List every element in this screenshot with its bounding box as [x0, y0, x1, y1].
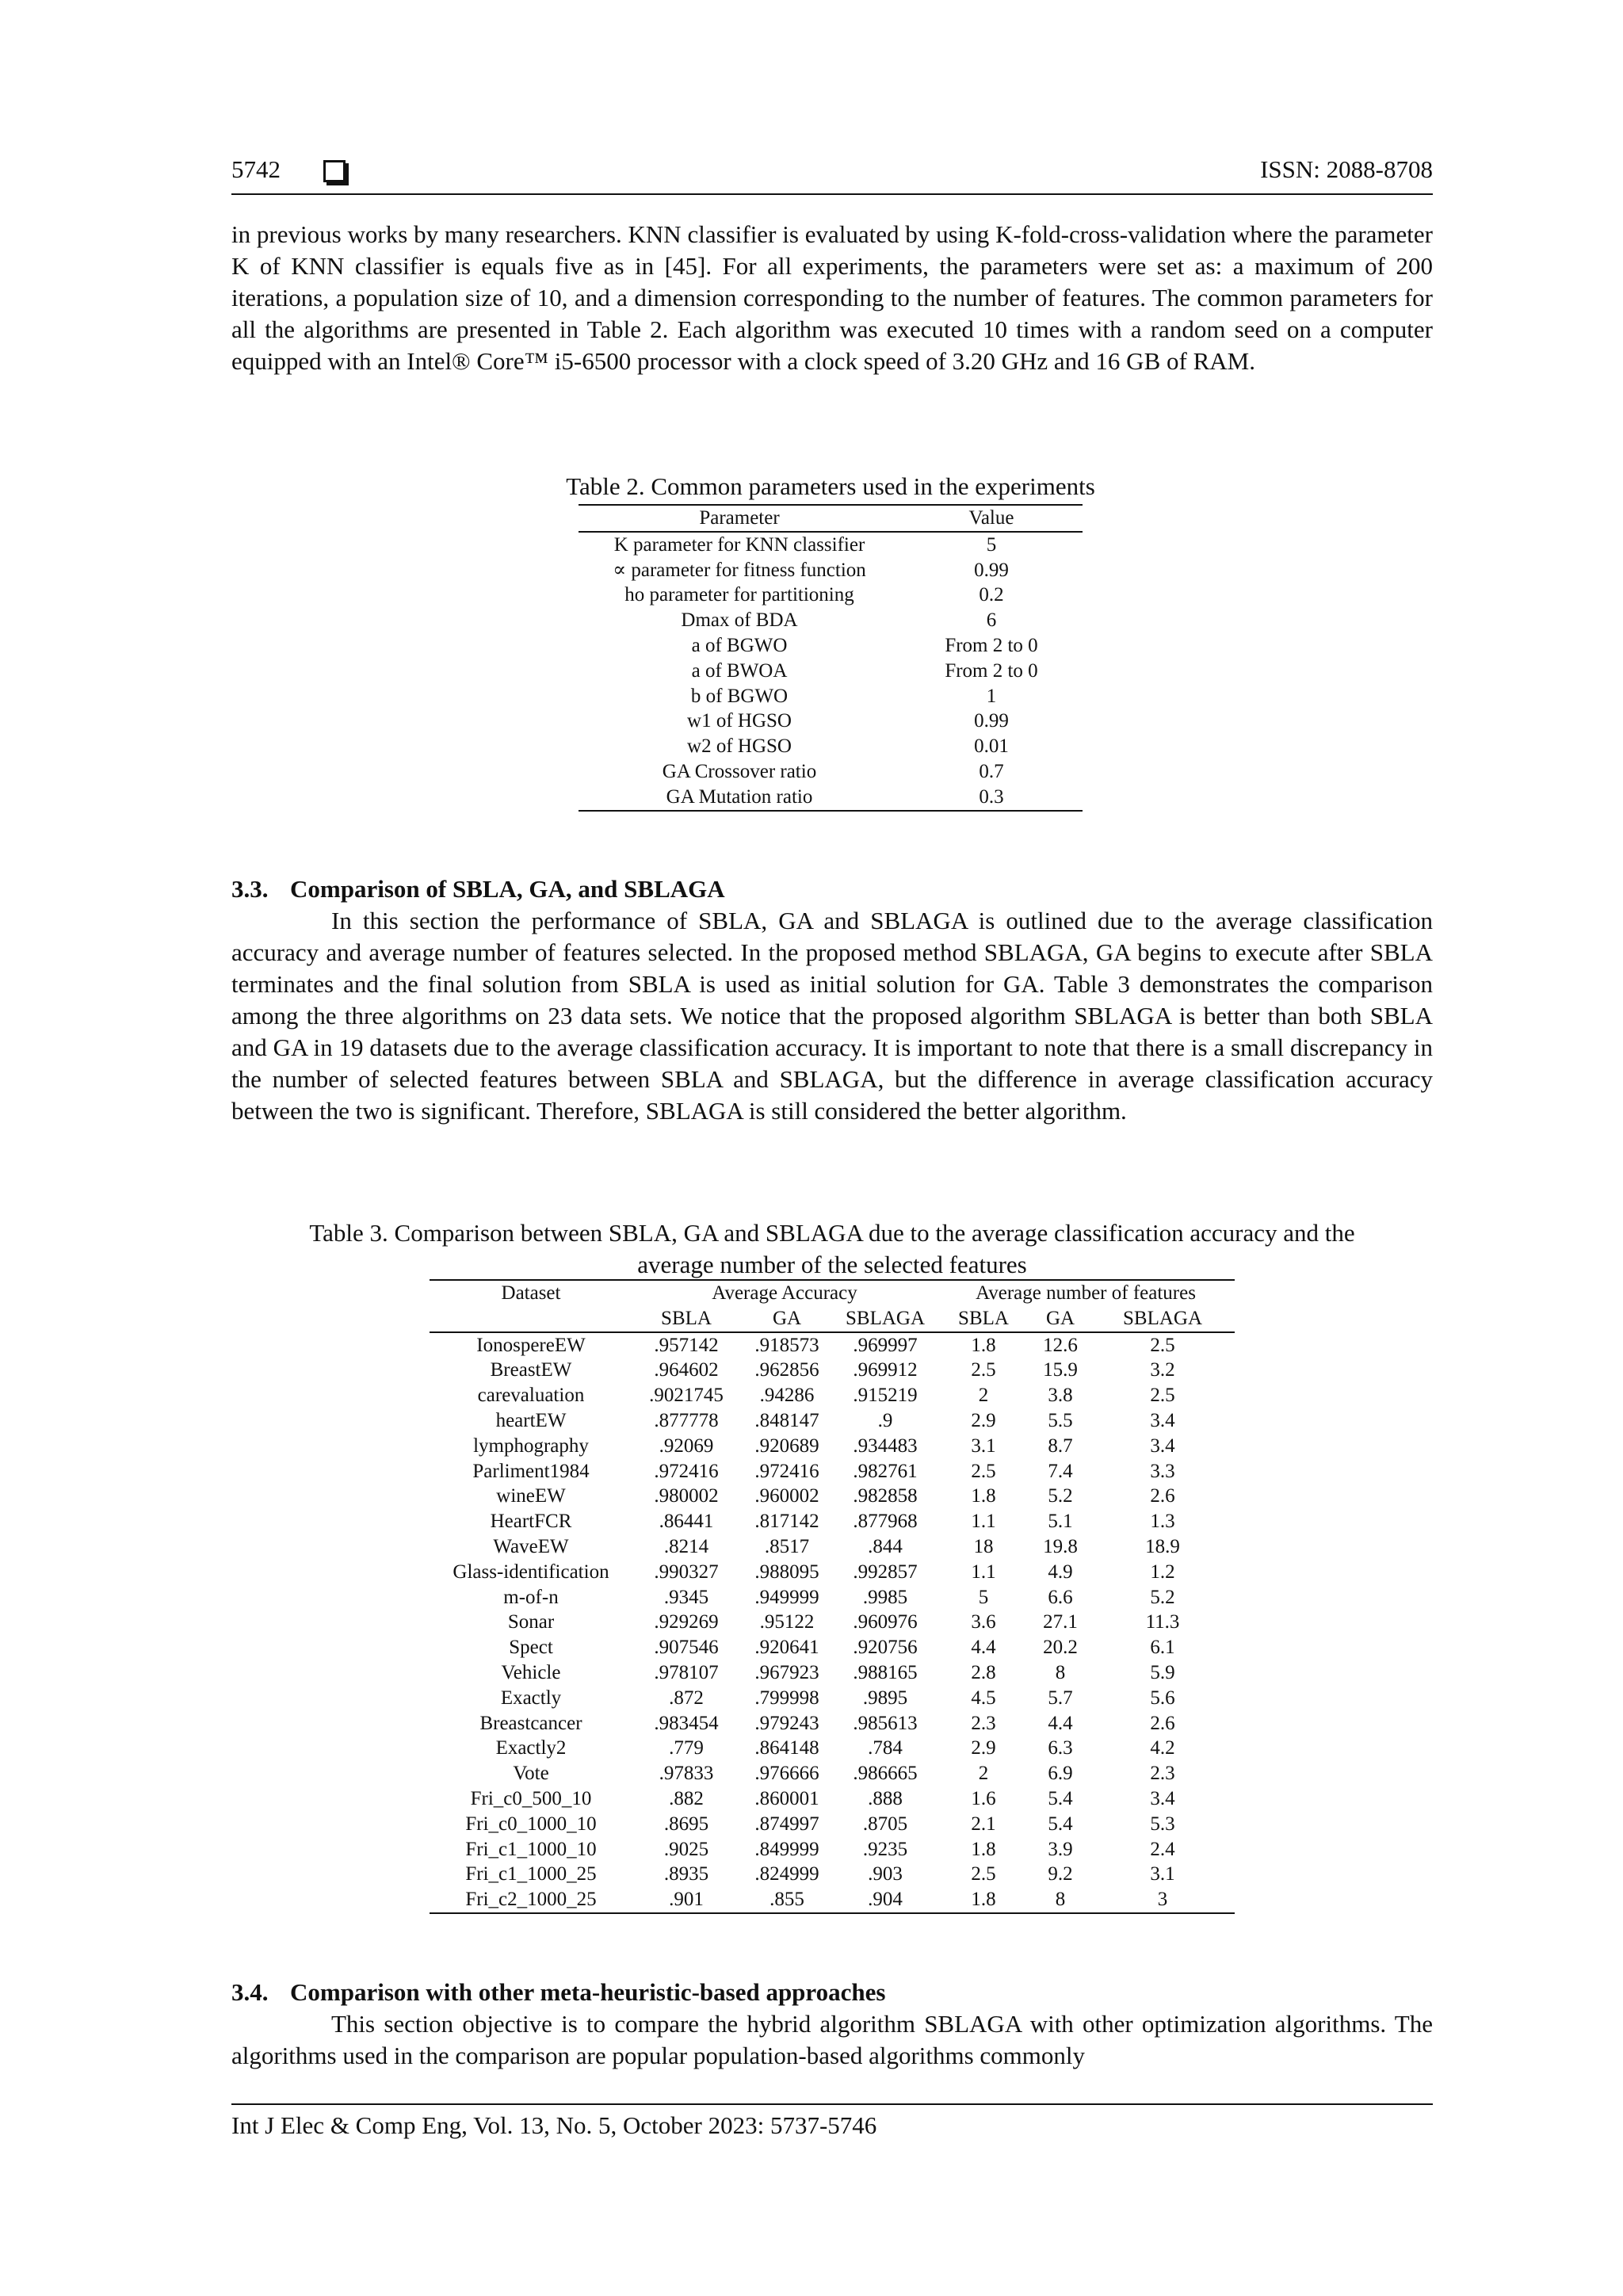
value-cell: 0.3 — [979, 785, 1004, 808]
section-number: 3.3. — [231, 875, 269, 903]
feat-ga-cell: 5.2 — [1048, 1485, 1073, 1507]
parameter-cell: Dmax of BDA — [681, 609, 798, 632]
acc-sblaga-cell: .992857 — [853, 1561, 918, 1583]
table-row — [430, 1786, 1235, 1812]
table3-header-features: Average number of features — [976, 1282, 1196, 1304]
acc-ga-cell: .918573 — [754, 1334, 819, 1356]
acc-ga-cell: .874997 — [754, 1813, 819, 1835]
acc-sbla-cell: .957142 — [654, 1334, 719, 1356]
dataset-cell: Glass-identification — [453, 1561, 609, 1583]
dataset-cell: m-of-n — [503, 1586, 559, 1608]
acc-ga-cell: .94286 — [759, 1385, 815, 1407]
value-cell: From 2 to 0 — [945, 659, 1038, 682]
feat-ga-cell: 5.1 — [1048, 1511, 1073, 1533]
acc-ga-cell: .976666 — [754, 1763, 819, 1785]
table2-header-row — [579, 505, 1083, 532]
section-3-4-body: This section objective is to compare the hybrid algorithm SBLAGA with other optimization algorithms. The algorithms used in the comparison are popular population-based algorithms commonly — [231, 2010, 1433, 2069]
section-3-3-body: In this section the performance of SBLA, GA and SBLAGA is outlined due to the average classification accuracy and average number of features selected. In the proposed method SBLAGA, GA begins to execute after SBLA terminates and the final solution from SBLA is used as initial solution for GA. Table 3 demonstrates the comparison among the three algorithms on 23 data sets. We notice that the proposed algorithm SBLAGA is better than both SBLA and GA in 19 datasets due to the average classification accuracy. It is important to note that there is a small discrepancy in the number of selected features between SBLA and SBLAGA, but the difference in average classification accuracy between the two is significant. Therefore, SBLAGA is still considered the better algorithm. — [231, 907, 1433, 1125]
acc-sbla-cell: .8695 — [663, 1813, 709, 1835]
acc-ga-cell: .864148 — [754, 1737, 819, 1759]
acc-sblaga-cell: .982761 — [853, 1460, 918, 1482]
dataset-cell: Breastcancer — [479, 1712, 582, 1734]
acc-ga-cell: .848147 — [754, 1409, 819, 1431]
acc-sblaga-cell: .934483 — [853, 1435, 918, 1457]
acc-sbla-cell: .872 — [669, 1687, 704, 1709]
acc-ga-cell: .960002 — [754, 1485, 819, 1507]
parameter-cell: GA Crossover ratio — [662, 760, 817, 782]
table-row — [579, 532, 1083, 558]
dataset-cell: Sonar — [507, 1611, 555, 1633]
acc-sblaga-cell: .8705 — [862, 1813, 908, 1835]
dataset-cell: Vehicle — [501, 1661, 561, 1683]
feat-sbla-cell: 1.1 — [971, 1561, 996, 1583]
table3-subheader-feat-ga: GA — [1030, 1306, 1090, 1332]
table-row — [430, 1509, 1235, 1534]
acc-sblaga-cell: .960976 — [853, 1611, 918, 1633]
table3-caption — [231, 1217, 1433, 1281]
dataset-cell: lymphography — [473, 1435, 589, 1457]
acc-ga-cell: .920641 — [754, 1637, 819, 1659]
feat-ga-cell: 19.8 — [1043, 1535, 1078, 1557]
feat-sblaga-cell: 5.2 — [1150, 1586, 1175, 1608]
parameter-cell: ho parameter for partitioning — [624, 584, 854, 606]
feat-sblaga-cell: 5.9 — [1150, 1661, 1175, 1683]
table-row — [430, 1761, 1235, 1786]
table3 — [430, 1279, 1235, 1914]
feat-sblaga-cell: 3 — [1157, 1889, 1168, 1911]
table-row — [430, 1837, 1235, 1862]
table-row — [579, 785, 1083, 811]
acc-ga-cell: .979243 — [754, 1712, 819, 1734]
feat-ga-cell: 8 — [1055, 1889, 1066, 1911]
table-row — [579, 583, 1083, 608]
feat-sbla-cell: 1.8 — [971, 1334, 996, 1356]
table-row — [579, 734, 1083, 759]
feat-ga-cell: 9.2 — [1048, 1863, 1073, 1885]
table3-header-accuracy: Average Accuracy — [712, 1282, 857, 1304]
feat-sblaga-cell: 1.3 — [1150, 1511, 1175, 1533]
feat-sbla-cell: 1.8 — [971, 1485, 996, 1507]
feat-ga-cell: 3.9 — [1048, 1838, 1073, 1860]
dataset-cell: Fri_c1_1000_10 — [465, 1838, 597, 1860]
table-row — [430, 1358, 1235, 1383]
feat-sbla-cell: 2.9 — [971, 1737, 996, 1759]
acc-sbla-cell: .8214 — [663, 1535, 709, 1557]
feat-sbla-cell: 4.5 — [971, 1687, 996, 1709]
acc-sbla-cell: .779 — [669, 1737, 704, 1759]
acc-ga-cell: .799998 — [754, 1687, 819, 1709]
table2-header-parameter: Parameter — [579, 505, 900, 532]
feat-sbla-cell: 2 — [978, 1763, 989, 1785]
issn: ISSN: 2088-8708 — [1260, 155, 1433, 183]
table-row — [430, 1383, 1235, 1408]
table-row — [430, 1408, 1235, 1434]
feat-ga-cell: 15.9 — [1043, 1359, 1078, 1381]
dataset-cell: heartEW — [495, 1409, 567, 1431]
acc-sbla-cell: .9021745 — [649, 1385, 724, 1407]
feat-sblaga-cell: 3.1 — [1150, 1863, 1175, 1885]
feat-ga-cell: 27.1 — [1043, 1611, 1078, 1633]
feat-sbla-cell: 1.1 — [971, 1511, 996, 1533]
feat-sbla-cell: 2.8 — [971, 1661, 996, 1683]
acc-sbla-cell: .9345 — [663, 1586, 709, 1608]
acc-sblaga-cell: .920756 — [853, 1637, 918, 1659]
table-row — [579, 633, 1083, 659]
table-row — [430, 1812, 1235, 1837]
feat-sbla-cell: 2.5 — [971, 1359, 996, 1381]
parameter-cell: a of BWOA — [691, 659, 788, 682]
dataset-cell: HeartFCR — [490, 1511, 572, 1533]
dataset-cell: Exactly2 — [495, 1737, 567, 1759]
feat-sbla-cell: 1.8 — [971, 1838, 996, 1860]
value-cell: From 2 to 0 — [945, 634, 1038, 656]
acc-sblaga-cell: .904 — [868, 1889, 903, 1911]
dataset-cell: WaveEW — [493, 1535, 569, 1557]
table-row — [579, 608, 1083, 633]
feat-sblaga-cell: 2.3 — [1150, 1763, 1175, 1785]
value-cell: 5 — [986, 533, 997, 556]
table-row — [579, 759, 1083, 785]
table3-subheader-blank — [430, 1306, 632, 1332]
table-row — [579, 709, 1083, 734]
dataset-cell: Fri_c1_1000_25 — [465, 1863, 597, 1885]
acc-sbla-cell: .882 — [669, 1787, 704, 1809]
feat-sblaga-cell: 11.3 — [1145, 1611, 1180, 1633]
acc-sbla-cell: .983454 — [654, 1712, 719, 1734]
running-header — [231, 155, 1433, 189]
acc-ga-cell: .972416 — [754, 1460, 819, 1482]
feat-ga-cell: 5.4 — [1048, 1787, 1073, 1809]
table3-subheader-row — [430, 1306, 1235, 1332]
acc-ga-cell: .962856 — [754, 1359, 819, 1381]
parameter-cell: GA Mutation ratio — [666, 785, 813, 808]
dataset-cell: Spect — [509, 1637, 553, 1659]
table3-subheader-feat-sbla: SBLA — [937, 1306, 1030, 1332]
feat-sbla-cell: 1.8 — [971, 1889, 996, 1911]
acc-sbla-cell: .980002 — [654, 1485, 719, 1507]
parameter-cell: w1 of HGSO — [687, 710, 792, 732]
feat-sbla-cell: 2.5 — [971, 1863, 996, 1885]
table-row — [430, 1711, 1235, 1736]
table-row — [430, 1484, 1235, 1509]
acc-sblaga-cell: .9235 — [862, 1838, 908, 1860]
acc-sbla-cell: .9025 — [663, 1838, 709, 1860]
feat-sblaga-cell: 4.2 — [1150, 1737, 1175, 1759]
feat-ga-cell: 6.9 — [1048, 1763, 1073, 1785]
dataset-cell: Fri_c2_1000_25 — [465, 1889, 597, 1911]
feat-sbla-cell: 5 — [978, 1586, 989, 1608]
table-row — [579, 659, 1083, 684]
acc-ga-cell: .817142 — [754, 1511, 819, 1533]
feat-sblaga-cell: 18.9 — [1145, 1535, 1180, 1557]
feat-sbla-cell: 2.5 — [971, 1460, 996, 1482]
table-row — [579, 684, 1083, 709]
parameter-cell: a of BGWO — [691, 634, 788, 656]
feat-sblaga-cell: 2.5 — [1150, 1334, 1175, 1356]
feat-ga-cell: 5.5 — [1048, 1409, 1073, 1431]
acc-ga-cell: .855 — [769, 1889, 804, 1911]
section-3-4-heading — [231, 1978, 885, 2007]
feat-sblaga-cell: 2.6 — [1150, 1485, 1175, 1507]
value-cell: 0.01 — [974, 735, 1009, 758]
acc-sblaga-cell: .915219 — [853, 1385, 918, 1407]
acc-sblaga-cell: .969912 — [853, 1359, 918, 1381]
table3-subheader-acc-sbla: SBLA — [632, 1306, 740, 1332]
feat-ga-cell: 4.4 — [1048, 1712, 1073, 1734]
acc-sblaga-cell: .903 — [868, 1863, 903, 1885]
acc-sbla-cell: .972416 — [654, 1460, 719, 1482]
table-row — [430, 1736, 1235, 1761]
dataset-cell: Exactly — [500, 1687, 562, 1709]
dataset-cell: BreastEW — [490, 1359, 572, 1381]
dataset-cell: Vote — [513, 1763, 549, 1785]
feat-sbla-cell: 3.1 — [971, 1435, 996, 1457]
acc-sbla-cell: .97833 — [659, 1763, 714, 1785]
acc-sblaga-cell: .9985 — [862, 1586, 908, 1608]
table2-header-value: Value — [900, 505, 1083, 532]
feat-sblaga-cell: 3.2 — [1150, 1359, 1175, 1381]
acc-sblaga-cell: .877968 — [853, 1511, 918, 1533]
table-row — [430, 1887, 1235, 1913]
value-cell: 0.7 — [979, 760, 1004, 782]
acc-sbla-cell: .907546 — [654, 1637, 719, 1659]
table3-group-header-row — [430, 1280, 1235, 1306]
feat-sblaga-cell: 2.5 — [1150, 1385, 1175, 1407]
acc-sblaga-cell: .888 — [868, 1787, 903, 1809]
page-number: 5742 — [231, 155, 281, 183]
table-row — [430, 1862, 1235, 1887]
feat-sblaga-cell: 3.3 — [1150, 1460, 1175, 1482]
acc-ga-cell: .8517 — [764, 1535, 810, 1557]
table3-subheader-acc-sblaga: SBLAGA — [834, 1306, 937, 1332]
acc-sblaga-cell: .986665 — [853, 1763, 918, 1785]
dataset-cell: Fri_c0_1000_10 — [465, 1813, 597, 1835]
acc-sblaga-cell: .988165 — [853, 1661, 918, 1683]
acc-ga-cell: .849999 — [754, 1838, 819, 1860]
table-row — [430, 1585, 1235, 1610]
acc-ga-cell: .949999 — [754, 1586, 819, 1608]
feat-ga-cell: 6.3 — [1048, 1737, 1073, 1759]
table3-subheader-acc-ga: GA — [740, 1306, 834, 1332]
acc-sbla-cell: .978107 — [654, 1661, 719, 1683]
intro-paragraph: in previous works by many researchers. KNN classifier is evaluated by using K-fold-cross-validation where the parameter K of KNN classifier is equals five as in [45]. For all experiments, the parameters were set as: a maximum of 200 iterations, a population size of 10, and a dimension corresponding to the number of features. The common parameters for all the algorithms are presented in Table 2. Each algorithm was executed 10 times with a random seed on a computer equipped with an Intel® Core™ i5-6500 processor with a clock speed of 3.20 GHz and 16 GB of RAM. — [231, 220, 1433, 375]
table-row — [430, 1635, 1235, 1660]
acc-sbla-cell: .901 — [669, 1889, 704, 1911]
table2-caption: Table 2. Common parameters used in the experiments — [566, 472, 1095, 500]
feat-sblaga-cell: 5.3 — [1150, 1813, 1175, 1835]
footer-rule — [231, 2103, 1433, 2105]
value-cell: 0.99 — [974, 710, 1009, 732]
table-row — [430, 1534, 1235, 1560]
feat-sblaga-cell: 2.4 — [1150, 1838, 1175, 1860]
table-row — [430, 1459, 1235, 1484]
acc-sbla-cell: .86441 — [659, 1511, 714, 1533]
feat-sblaga-cell: 2.6 — [1150, 1712, 1175, 1734]
section-title: Comparison of SBLA, GA, and SBLAGA — [290, 875, 725, 903]
table2 — [579, 504, 1083, 812]
feat-sblaga-cell: 3.4 — [1150, 1435, 1175, 1457]
value-cell: 0.2 — [979, 584, 1004, 606]
acc-ga-cell: .860001 — [754, 1787, 819, 1809]
table3-caption-line1: Table 3. Comparison between SBLA, GA and SBLAGA due to the average classification accuracy and the — [309, 1219, 1355, 1247]
dataset-cell: IonospereEW — [476, 1334, 586, 1356]
journal-footer: Int J Elec & Comp Eng, Vol. 13, No. 5, October 2023: 5737-5746 — [231, 2111, 877, 2139]
feat-sbla-cell: 1.6 — [971, 1787, 996, 1809]
value-cell: 0.99 — [974, 559, 1009, 581]
table-row — [430, 1660, 1235, 1686]
feat-ga-cell: 8 — [1055, 1661, 1066, 1683]
feat-ga-cell: 8.7 — [1048, 1435, 1073, 1457]
feat-ga-cell: 5.7 — [1048, 1687, 1073, 1709]
dataset-cell: Parliment1984 — [472, 1460, 590, 1482]
value-cell: 1 — [986, 685, 997, 707]
parameter-cell: w2 of HGSO — [687, 735, 792, 758]
acc-sblaga-cell: .9895 — [862, 1687, 908, 1709]
parameter-cell: K parameter for KNN classifier — [613, 533, 865, 556]
dataset-cell: wineEW — [496, 1485, 566, 1507]
feat-sbla-cell: 2 — [978, 1385, 989, 1407]
parameter-cell: b of BGWO — [690, 685, 789, 707]
value-cell: 6 — [986, 609, 997, 632]
feat-sbla-cell: 2.9 — [971, 1409, 996, 1431]
feat-ga-cell: 5.4 — [1048, 1813, 1073, 1835]
acc-sbla-cell: .964602 — [654, 1359, 719, 1381]
acc-ga-cell: .95122 — [759, 1611, 815, 1633]
header-rule — [231, 193, 1433, 195]
table3-subheader-feat-sblaga: SBLAGA — [1090, 1306, 1235, 1332]
feat-sbla-cell: 2.3 — [971, 1712, 996, 1734]
section-title: Comparison with other meta-heuristic-based approaches — [290, 1978, 886, 2006]
feat-sbla-cell: 3.6 — [971, 1611, 996, 1633]
acc-sbla-cell: .990327 — [654, 1561, 719, 1583]
table3-header-dataset: Dataset — [501, 1282, 561, 1304]
feat-ga-cell: 12.6 — [1043, 1334, 1078, 1356]
table3-caption-line2: average number of the selected features — [637, 1251, 1027, 1278]
acc-sblaga-cell: .969997 — [853, 1334, 918, 1356]
parameter-cell: ∝ parameter for fitness function — [613, 559, 866, 581]
feat-ga-cell: 4.9 — [1048, 1561, 1073, 1583]
table-row — [430, 1332, 1235, 1358]
square-bullet-icon — [323, 160, 346, 182]
table-row — [579, 558, 1083, 583]
acc-sbla-cell: .8935 — [663, 1863, 709, 1885]
feat-sbla-cell: 4.4 — [971, 1637, 996, 1659]
feat-ga-cell: 3.8 — [1048, 1385, 1073, 1407]
table-row — [430, 1560, 1235, 1585]
feat-sblaga-cell: 3.4 — [1150, 1409, 1175, 1431]
feat-ga-cell: 20.2 — [1043, 1637, 1078, 1659]
table-row — [430, 1434, 1235, 1459]
acc-ga-cell: .988095 — [754, 1561, 819, 1583]
acc-ga-cell: .967923 — [754, 1661, 819, 1683]
feat-ga-cell: 6.6 — [1048, 1586, 1073, 1608]
acc-sbla-cell: .877778 — [654, 1409, 719, 1431]
feat-sblaga-cell: 5.6 — [1150, 1687, 1175, 1709]
acc-sblaga-cell: .9 — [877, 1409, 893, 1431]
section-number: 3.4. — [231, 1978, 269, 2006]
dataset-cell: carevaluation — [477, 1385, 585, 1407]
section-3-3-heading — [231, 875, 725, 904]
table-row — [430, 1686, 1235, 1711]
feat-sbla-cell: 2.1 — [971, 1813, 996, 1835]
dataset-cell: Fri_c0_500_10 — [470, 1787, 592, 1809]
acc-sblaga-cell: .985613 — [853, 1712, 918, 1734]
feat-ga-cell: 7.4 — [1048, 1460, 1073, 1482]
acc-sblaga-cell: .784 — [868, 1737, 903, 1759]
acc-sbla-cell: .92069 — [659, 1435, 714, 1457]
feat-sblaga-cell: 3.4 — [1150, 1787, 1175, 1809]
table3-body — [430, 1332, 1235, 1913]
acc-sblaga-cell: .982858 — [853, 1485, 918, 1507]
acc-sblaga-cell: .844 — [868, 1535, 903, 1557]
table2-body — [579, 532, 1083, 811]
acc-ga-cell: .920689 — [754, 1435, 819, 1457]
table-row — [430, 1610, 1235, 1635]
feat-sbla-cell: 18 — [973, 1535, 994, 1557]
feat-sblaga-cell: 1.2 — [1150, 1561, 1175, 1583]
feat-sblaga-cell: 6.1 — [1150, 1637, 1175, 1659]
acc-ga-cell: .824999 — [754, 1863, 819, 1885]
acc-sbla-cell: .929269 — [654, 1611, 719, 1633]
